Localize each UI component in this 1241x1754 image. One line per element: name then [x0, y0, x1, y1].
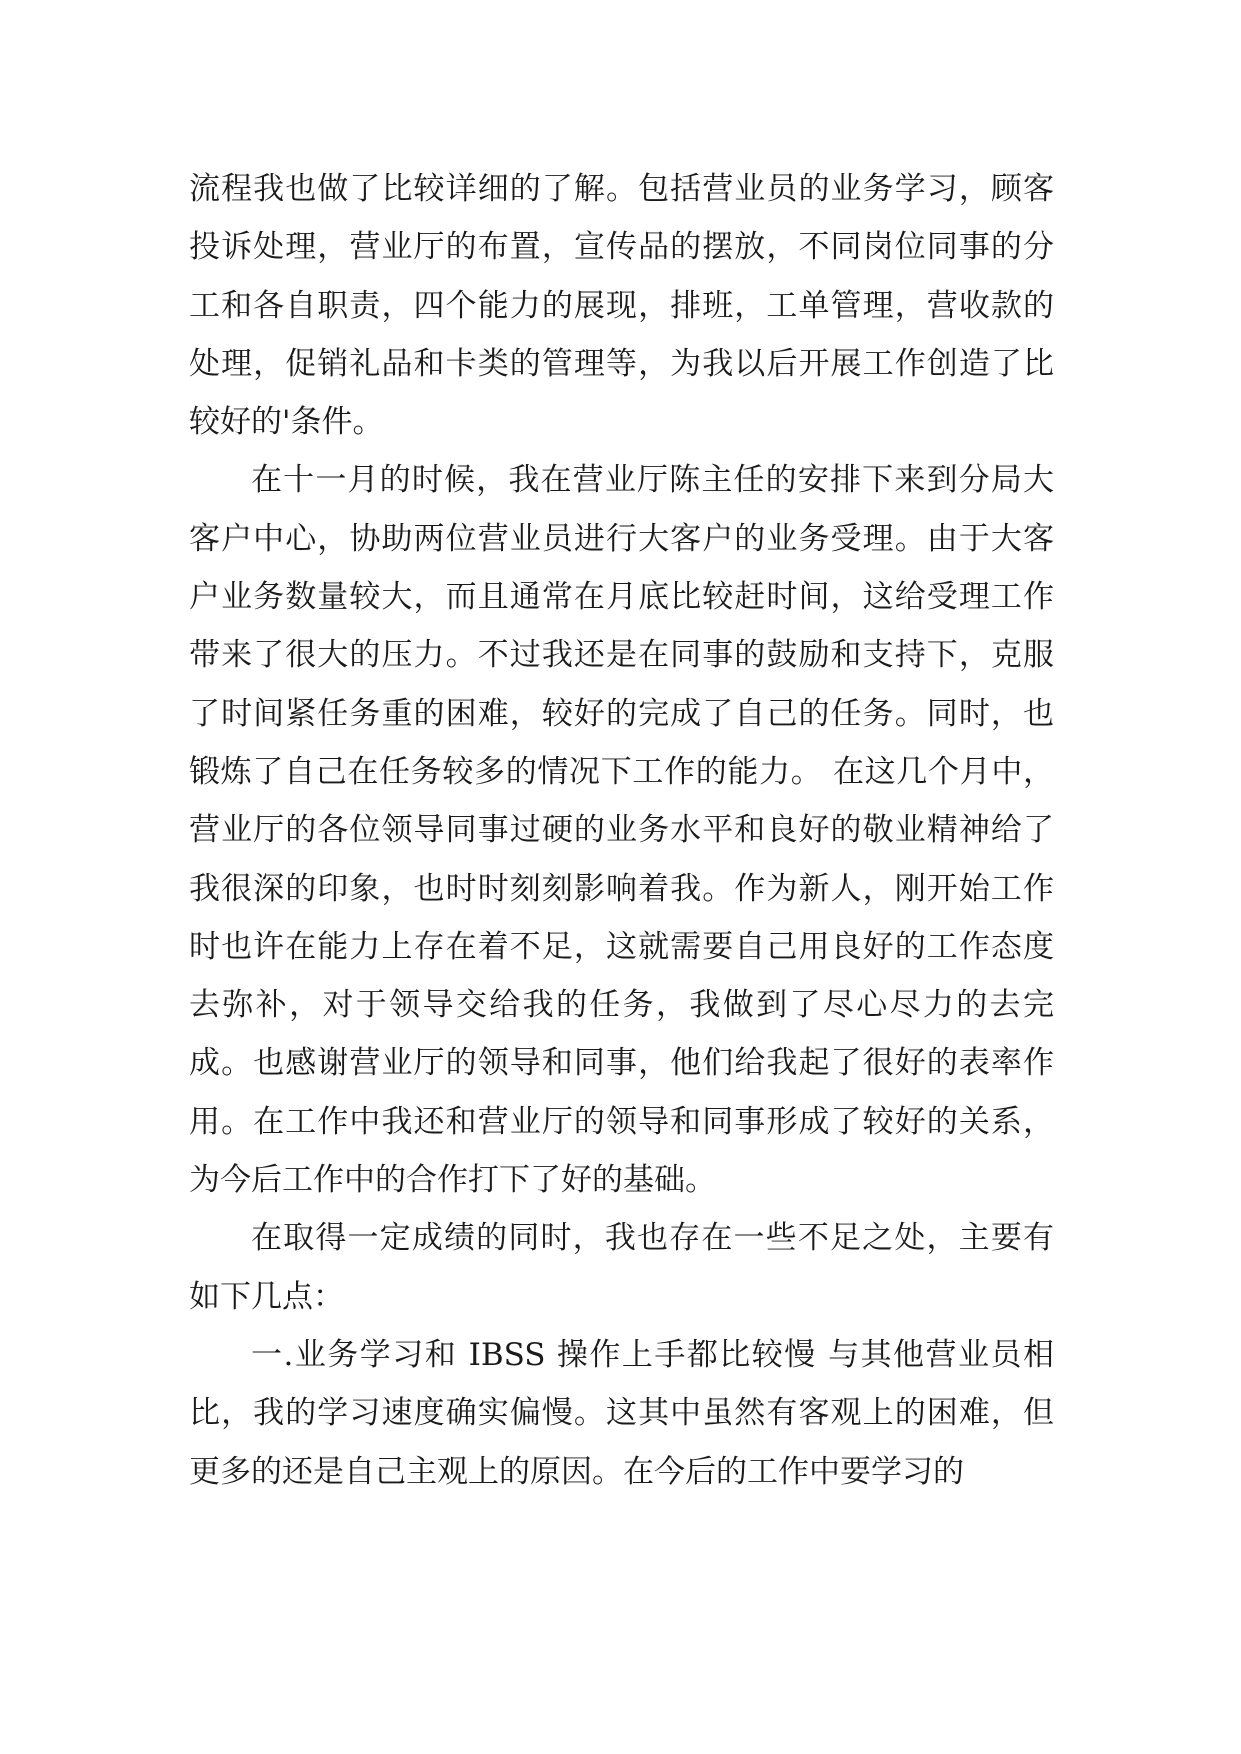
document-body [189, 160, 1054, 1501]
paragraph-point-one: 一.业务学习和 IBSS 操作上手都比较慢 与其他营业员相比，我的学习速度确实偏慢。这其中虽然有客观上的困难，但更多的还是自己主观上的原因。在今后的工作中要学习的 [189, 1336, 1054, 1490]
paragraph-shortcomings-intro: 在取得一定成绩的同时，我也存在一些不足之处，主要有如下几点： [189, 1220, 1054, 1315]
paragraph-november-assignment: 在十一月的时候，我在营业厅陈主任的安排下来到分局大客户中心，协助两位营业员进行大客户的业务受理。由于大客户业务数量较大，而且通常在月底比较赶时间，这给受理工作带来了很大的压力。不过我还是在同事的鼓励和支持下，克服了时间紧任务重的困难，较好的完成了自己的任务。同时，也锻炼了自己在任务较多的情况下工作的能力。 在这几个月中，营业厅的各位领导同事过硬的业务水平和良好的敬业精神给了我很深的印象，也时时刻刻影响着我。作为新人，刚开始工作时也许在能力上存在着不足，这就需要自己用良好的工作态度去弥补，对于领导交给我的任务，我做到了尽心尽力的去完成。也感谢营业厅的领导和同事，他们给我起了很好的表率作用。在工作中我还和营业厅的领导和同事形成了较好的关系，为今后工作中的合作打下了好的基础。 [189, 462, 1054, 1199]
paragraph-process-understanding: 流程我也做了比较详细的了解。包括营业员的业务学习，顾客投诉处理，营业厅的布置，宣传品的摆放，不同岗位同事的分工和各自职责，四个能力的展现，排班，工单管理，营收款的处理，促销礼品和卡类的管理等，为我以后开展工作创造了比较好的'条件。 [189, 171, 1054, 441]
